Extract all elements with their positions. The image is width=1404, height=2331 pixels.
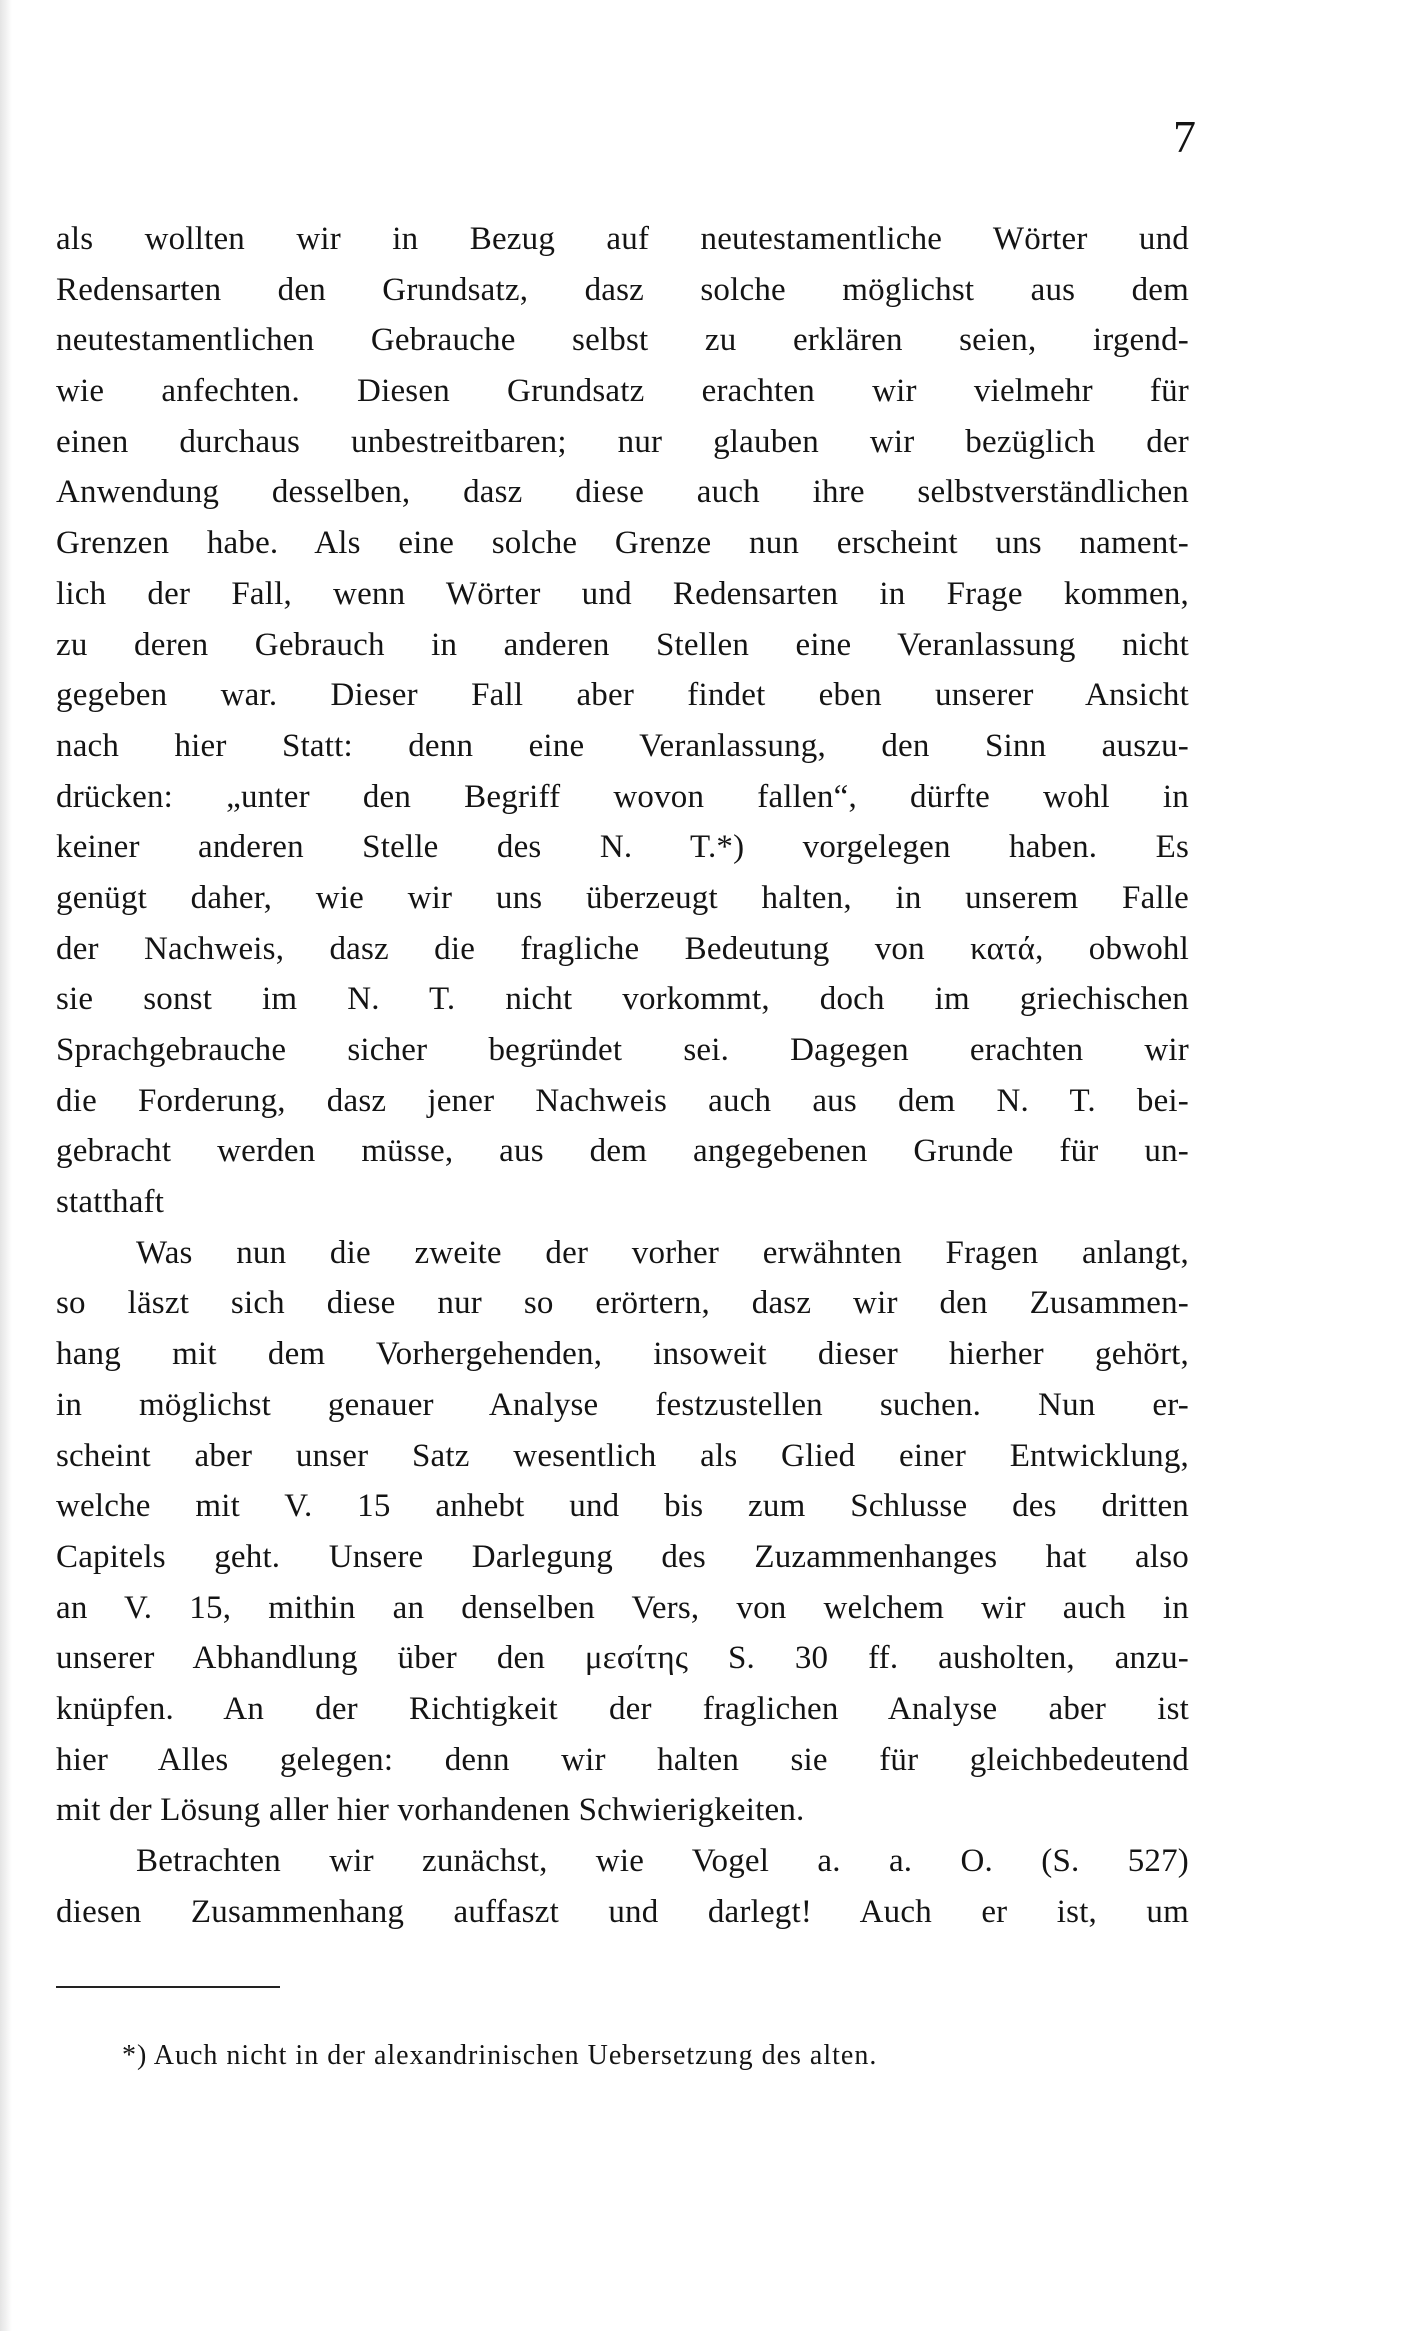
- text-line: genügt daher, wie wir uns überzeugt halten, in unserem Falle: [56, 879, 1189, 916]
- text-line: diesen Zusammenhang auffaszt und darlegt! Auch er ist, um: [56, 1893, 1189, 1930]
- text-line: gegeben war. Dieser Fall aber findet eben unserer Ansicht: [56, 677, 1189, 714]
- text-line: in möglichst genauer Analyse festzustellen suchen. Nun er-: [56, 1386, 1189, 1423]
- text-line: die Forderung, dasz jener Nachweis auch aus dem N. T. bei-: [56, 1082, 1189, 1119]
- text-line: so läszt sich diese nur so erörtern, dasz wir den Zusammen-: [56, 1285, 1189, 1322]
- text-line: Grenzen habe. Als eine solche Grenze nun erscheint uns nament-: [56, 525, 1189, 562]
- text-line: Sprachgebrauche sicher begründet sei. Dagegen erachten wir: [56, 1032, 1189, 1068]
- text-line: hier Alles gelegen: denn wir halten sie für gleichbedeutend: [56, 1741, 1189, 1778]
- text-line: Redensarten den Grundsatz, dasz solche möglichst aus dem: [56, 271, 1189, 308]
- text-line: an V. 15, mithin an denselben Vers, von welchem wir auch in: [56, 1589, 1189, 1626]
- text-line: Betrachten wir zunächst, wie Vogel a. a. O. (S. 527): [136, 1843, 1189, 1879]
- text-line: sie sonst im N. T. nicht vorkommt, doch im griechischen: [56, 981, 1189, 1018]
- text-line: knüpfen. An der Richtigkeit der fraglichen Analyse aber ist: [56, 1690, 1189, 1727]
- text-line: gebracht werden müsse, aus dem angegebenen Grunde für un-: [56, 1133, 1189, 1170]
- text-line: zu deren Gebrauch in anderen Stellen eine Veranlassung nicht: [56, 626, 1189, 663]
- text-line: der Nachweis, dasz die fragliche Bedeutung von κατά, obwohl: [56, 930, 1189, 967]
- text-line: keiner anderen Stelle des N. T.*) vorgelegen haben. Es: [56, 829, 1189, 866]
- footnote-divider: [56, 1986, 280, 1988]
- text-line: lich der Fall, wenn Wörter und Redensarten in Frage kommen,: [56, 575, 1189, 612]
- text-line: hang mit dem Vorhergehenden, insoweit dieser hierher gehört,: [56, 1336, 1189, 1373]
- page-edge-shadow: [0, 0, 12, 2331]
- text-line: statthaft: [56, 1184, 165, 1221]
- text-line: welche mit V. 15 anhebt und bis zum Schlusse des dritten: [56, 1488, 1189, 1525]
- text-line: drücken: „unter den Begriff wovon fallen“, dürfte wohl in: [56, 778, 1189, 815]
- text-line: als wollten wir in Bezug auf neutestamentliche Wörter und: [56, 221, 1189, 257]
- body-text: [56, 214, 1189, 1937]
- text-line: scheint aber unser Satz wesentlich als Glied einer Entwicklung,: [56, 1437, 1189, 1474]
- text-line: wie anfechten. Diesen Grundsatz erachten wir vielmehr für: [56, 373, 1189, 410]
- text-line: Was nun die zweite der vorher erwähnten Fragen anlangt,: [136, 1234, 1189, 1271]
- footnote: *) Auch nicht in der alexandrinischen Uebersetzung des alten.: [122, 2040, 878, 2071]
- text-line: neutestamentlichen Gebrauche selbst zu erklären seien, irgend-: [56, 322, 1189, 359]
- page-number: 7: [1173, 111, 1196, 162]
- text-line: einen durchaus unbestreitbaren; nur glauben wir bezüglich der: [56, 423, 1189, 460]
- text-line: mit der Lösung aller hier vorhandenen Schwierigkeiten.: [56, 1792, 805, 1829]
- text-line: Capitels geht. Unsere Darlegung des Zuzammenhanges hat also: [56, 1538, 1189, 1575]
- text-line: nach hier Statt: denn eine Veranlassung, den Sinn auszu-: [56, 727, 1189, 764]
- text-line: Anwendung desselben, dasz diese auch ihre selbstverständlichen: [56, 474, 1189, 511]
- text-line: unserer Abhandlung über den μεσίτης S. 30 ff. ausholten, anzu-: [56, 1640, 1189, 1677]
